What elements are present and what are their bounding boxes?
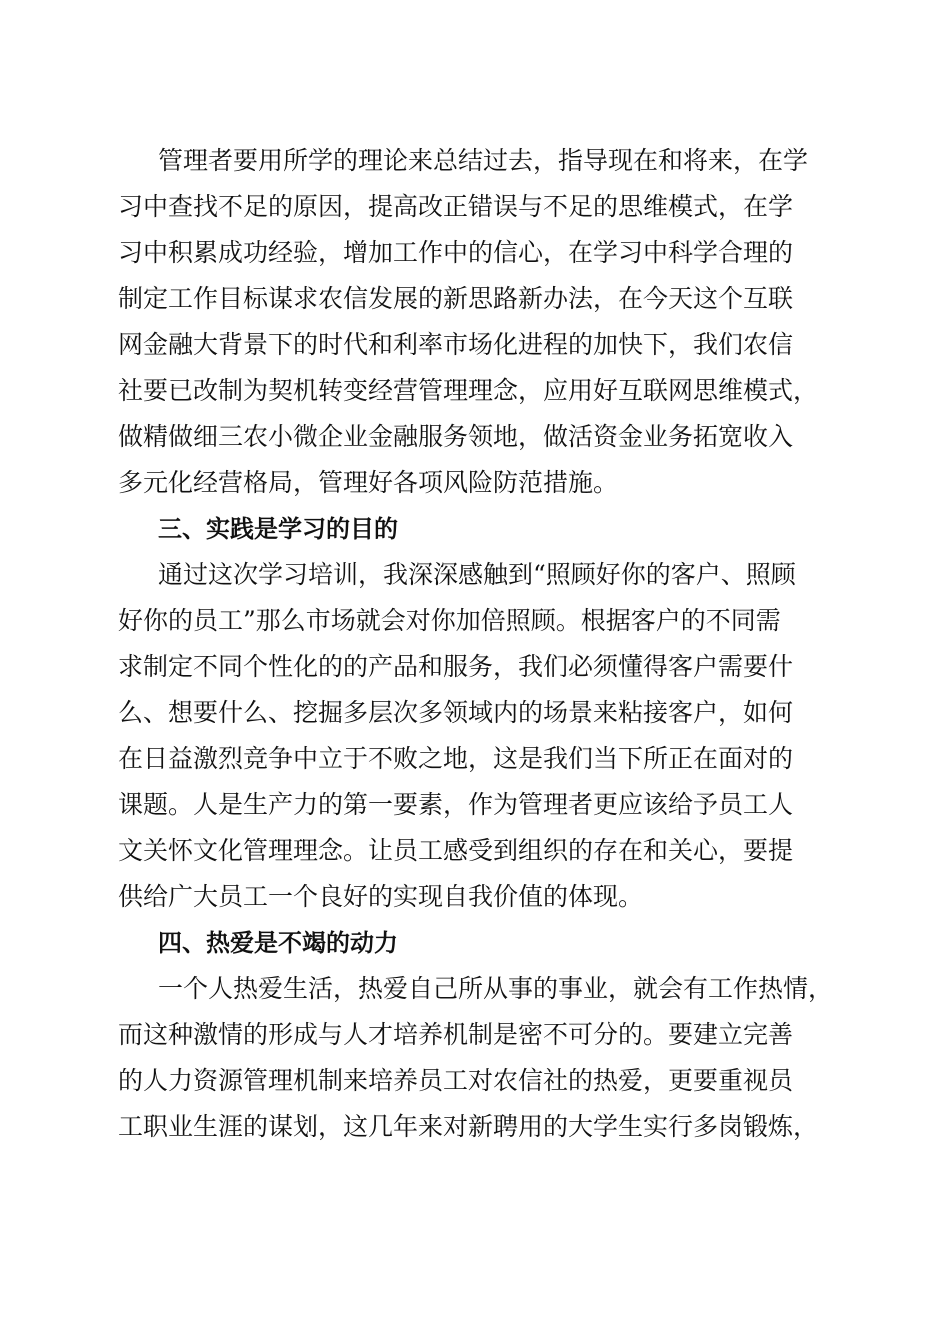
paragraph-3-line-4: 工职业生涯的谋划，这几年来对新聘用的大学生实行多岗锻炼， [118, 1112, 819, 1141]
paragraph-3-line-3: 的人力资源管理机制来培养员工对农信社的热爱，更要重视员 [118, 1066, 794, 1095]
section-heading-3: 三、实践是学习的目的 [158, 515, 398, 543]
paragraph-2-line-5: 在日益激烈竞争中立于不败之地，这是我们当下所正在面对的 [118, 744, 794, 773]
paragraph-1-line-7: 做精做细三农小微企业金融服务领地，做活资金业务拓宽收入 [118, 422, 794, 451]
section-heading-4: 四、热爱是不竭的动力 [158, 929, 398, 957]
paragraph-2-line-6: 课题。人是生产力的第一要素，作为管理者更应该给予员工人 [118, 790, 794, 819]
paragraph-2-line-4: 么、想要什么、挖掘多层次多领域内的场景来粘接客户，如何 [118, 698, 794, 727]
paragraph-2-line-2: 好你的员工”那么市场就会对你加倍照顾。根据客户的不同需 [118, 606, 781, 635]
paragraph-1-line-8: 多元化经营格局，管理好各项风险防范措施。 [118, 468, 619, 497]
paragraph-1-line-6: 社要已改制为契机转变经营管理理念，应用好互联网思维模式， [118, 376, 819, 405]
paragraph-2-line-1: 通过这次学习培训，我深深感触到“照顾好你的客户、照顾 [158, 560, 796, 589]
paragraph-1-line-1: 管理者要用所学的理论来总结过去，指导现在和将来，在学 [158, 146, 809, 175]
paragraph-1-line-3: 习中积累成功经验，增加工作中的信心，在学习中科学合理的 [118, 238, 794, 267]
paragraph-1-line-5: 网金融大背景下的时代和利率市场化进程的加快下，我们农信 [118, 330, 794, 359]
paragraph-3-line-1: 一个人热爱生活，热爱自己所从事的事业，就会有工作热情， [158, 974, 834, 1003]
paragraph-2-line-7: 文关怀文化管理理念。让员工感受到组织的存在和关心，要提 [118, 836, 794, 865]
paragraph-2-line-8: 供给广大员工一个良好的实现自我价值的体现。 [118, 882, 644, 911]
paragraph-1-line-2: 习中查找不足的原因，提高改正错误与不足的思维模式，在学 [118, 192, 794, 221]
paragraph-2-line-3: 求制定不同个性化的的产品和服务，我们必须懂得客户需要什 [118, 652, 794, 681]
paragraph-1-line-4: 制定工作目标谋求农信发展的新思路新办法，在今天这个互联 [118, 284, 794, 313]
paragraph-3-line-2: 而这种激情的形成与人才培养机制是密不可分的。要建立完善 [118, 1020, 794, 1049]
